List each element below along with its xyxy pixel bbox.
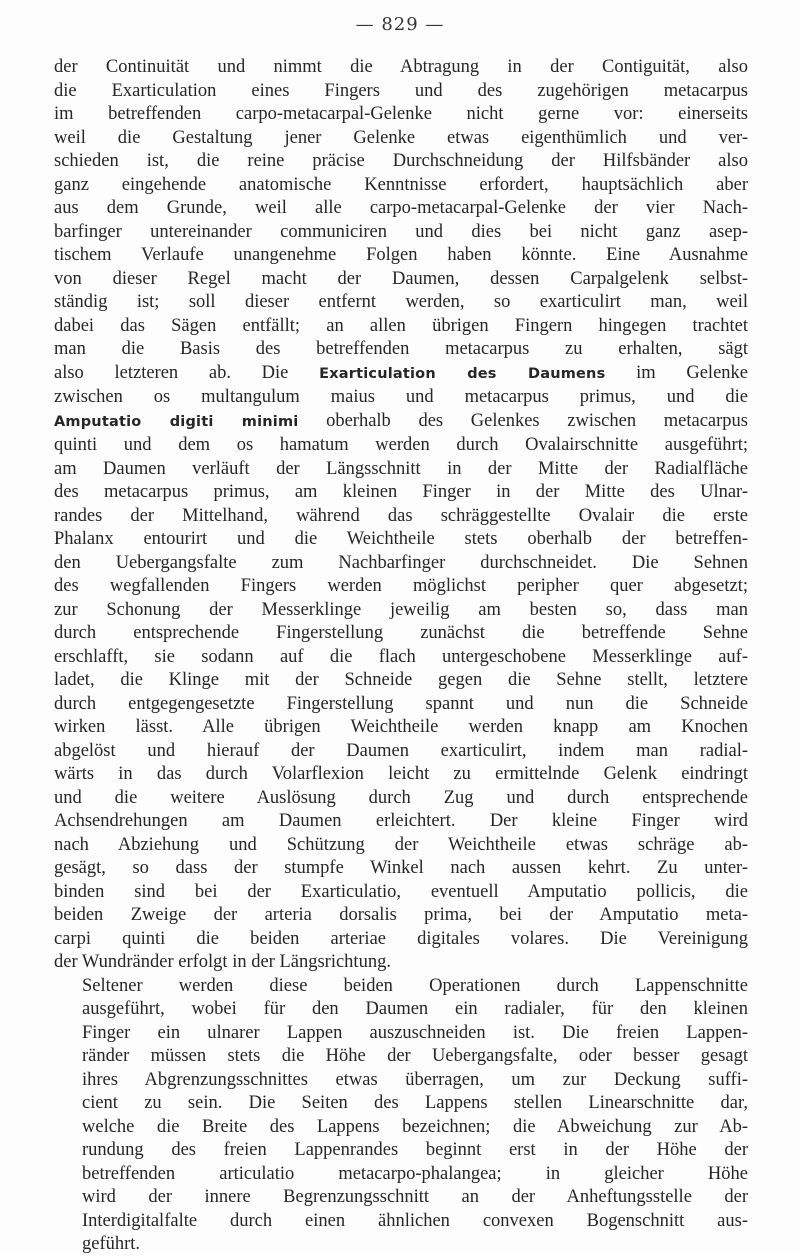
text-line: zur Schonung der Messerklinge jeweilig am besten so, dass man [54, 599, 748, 620]
text-line: dabei das Sägen entfällt; an allen übrigen Fingern hingegen trachtet [54, 315, 748, 336]
text-line: der Wundränder erfolgt in der Längsrichtung. [54, 952, 391, 972]
text-line: aus dem Grunde, weil alle carpo-metacarpal-Gelenke der vier Nach- [54, 198, 748, 218]
text-segment: oberhalb des Gelenkes zwischen metacarpus [298, 410, 748, 431]
text-line: nach Abziehung und Schützung der Weichtheile etwas schräge ab- [54, 834, 748, 855]
text-segment: im Gelenke [605, 362, 748, 383]
text-line: ganz eingehende anatomische Kenntnisse erfordert, hauptsächlich aber [54, 174, 748, 195]
text-line: ständig ist; soll dieser entfernt werden, so exarticulirt man, weil [54, 292, 748, 312]
text-line: Phalanx entourirt und die Weichtheile stets oberhalb der betreffen- [54, 529, 748, 549]
paragraph-1 [54, 56, 748, 975]
text-line: den Uebergangsfalte zum Nachbarfinger durchschneidet. Die Sehnen [54, 552, 748, 573]
text-line: quinti und dem os hamatum werden durch Ovalairschnitte ausgeführt; [54, 435, 748, 455]
text-line [54, 362, 748, 387]
text-line: durch entgegengesetzte Fingerstellung spannt und nun die Schneide [54, 693, 748, 714]
body-text [54, 56, 748, 1257]
text-line: erschlafft, sie sodann auf die flach untergeschobene Messerklinge auf- [54, 646, 748, 667]
text-line: am Daumen verläuft der Längsschnitt in der Mitte der Radialfläche [54, 458, 748, 479]
text-line: des wegfallenden Fingers werden möglichst peripher quer abgesetzt; [54, 576, 748, 596]
paragraph-2 [54, 975, 748, 1257]
text-line: cient zu sein. Die Seiten des Lappens stellen Linearschnitte dar, [82, 1093, 748, 1113]
text-line: man die Basis des betreffenden metacarpus zu erhalten, sägt [54, 339, 748, 359]
text-line: des metacarpus primus, am kleinen Finger in der Mitte des Ulnar- [54, 482, 748, 502]
bold-term: Exarticulation des Daumens [319, 365, 606, 382]
page-number: — 829 — [355, 14, 445, 35]
text-line: im betreffenden carpo-metacarpal-Gelenke nicht gerne vor: einerseits [54, 104, 748, 124]
text-segment: also letzteren ab. Die [54, 362, 320, 383]
text-line: wird der innere Begrenzungsschnitt an der Anheftungsstelle der [82, 1187, 748, 1207]
text-line: geführt. [82, 1234, 141, 1254]
text-line: rundung des freien Lappenrandes beginnt erst in der Höhe der [82, 1140, 748, 1160]
text-line: tischem Verlaufe unangenehme Folgen haben könnte. Eine Ausnahme [54, 245, 748, 265]
text-line: wärts in das durch Volarflexion leicht zu ermittelnde Gelenk eindringt [54, 764, 748, 784]
text-line: ränder müssen stets die Höhe der Uebergangsfalte, oder besser gesagt [82, 1046, 748, 1066]
text-line: durch entsprechende Fingerstellung zunächst die betreffende Sehne [54, 623, 748, 643]
text-line: abgelöst und hierauf der Daumen exarticulirt, indem man radial- [54, 740, 748, 761]
text-line: weil die Gestaltung jener Gelenke etwas eigenthümlich und ver- [54, 127, 748, 148]
text-line: ihres Abgrenzungsschnittes etwas überragen, um zur Deckung suffi- [82, 1069, 748, 1090]
text-line: beiden Zweige der arteria dorsalis prima, bei der Amputatio meta- [54, 905, 748, 925]
text-line: welche die Breite des Lappens bezeichnen; die Abweichung zur Ab- [82, 1116, 748, 1137]
text-line: barfinger untereinander communiciren und dies bei nicht ganz asep- [54, 221, 748, 242]
text-line: der Continuität und nimmt die Abtragung in der Contiguität, also [54, 57, 748, 77]
text-line: Interdigitalfalte durch einen ähnlichen convexen Bogenschnitt aus- [82, 1210, 748, 1231]
text-line: schieden ist, die reine präcise Durchschneidung der Hilfsbänder also [54, 151, 748, 171]
text-line: gesägt, so dass der stumpfe Winkel nach aussen kehrt. Zu unter- [54, 858, 748, 878]
text-line: von dieser Regel macht der Daumen, dessen Carpalgelenk selbst- [54, 268, 748, 289]
text-line: betreffenden articulatio metacarpo-phalangea; in gleicher Höhe [82, 1163, 748, 1184]
text-line: die Exarticulation eines Fingers und des zugehörigen metacarpus [54, 80, 748, 101]
text-line: randes der Mittelhand, während das schräggestellte Ovalair die erste [54, 505, 748, 526]
text-line: ladet, die Klinge mit der Schneide gegen die Sehne stellt, letztere [54, 670, 748, 690]
text-line: Finger ein ulnarer Lappen auszuschneiden ist. Die freien Lappen- [82, 1022, 748, 1043]
text-line: ausgeführt, wobei für den Daumen ein radialer, für den kleinen [82, 999, 748, 1019]
text-line: zwischen os multangulum maius und metacarpus primus, und die [54, 387, 748, 407]
bold-term: Amputatio digiti minimi [54, 413, 299, 430]
text-line: und die weitere Auslösung durch Zug und durch entsprechende [54, 787, 748, 808]
text-line: binden sind bei der Exarticulatio, eventuell Amputatio pollicis, die [54, 881, 748, 902]
text-line: wirken lässt. Alle übrigen Weichtheile werden knapp am Knochen [54, 717, 748, 737]
text-line [54, 410, 748, 435]
text-line: Achsendrehungen am Daumen erleichtert. Der kleine Finger wird [54, 811, 748, 831]
text-line: carpi quinti die beiden arteriae digitales volares. Die Vereinigung [54, 928, 748, 949]
text-line: Seltener werden diese beiden Operationen durch Lappenschnitte [82, 975, 748, 996]
